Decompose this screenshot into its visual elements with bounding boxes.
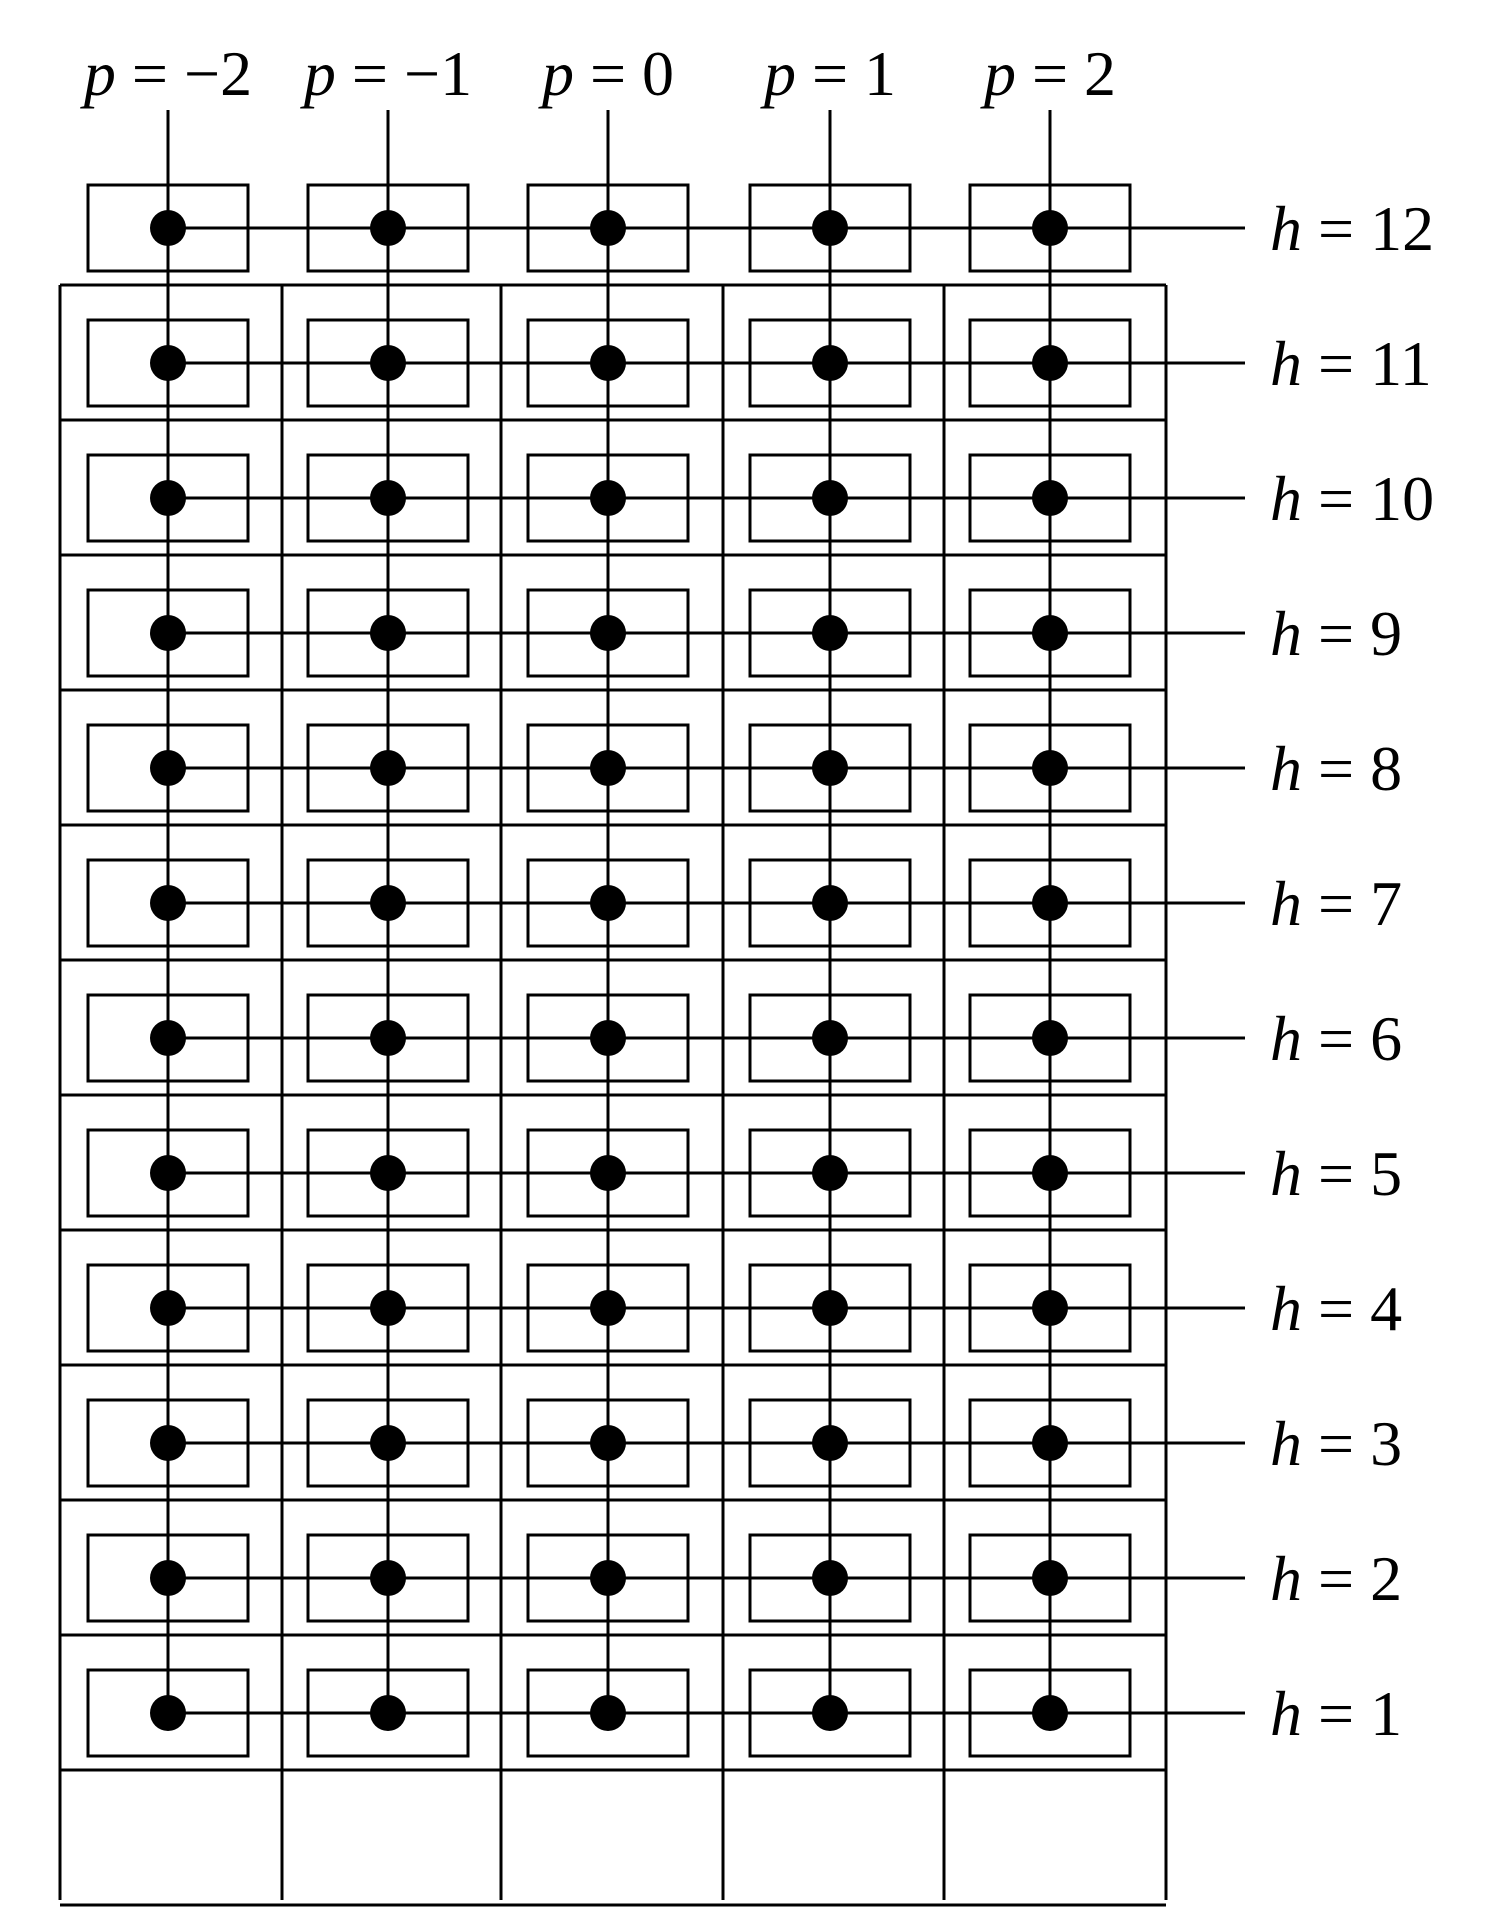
row-label-value: = 4 [1302,1273,1403,1344]
node-dot [370,885,406,921]
node-dot [1032,480,1068,516]
column-label-layer [80,38,1116,109]
row-label-value: = 6 [1302,1003,1403,1074]
node-dot [1032,1425,1068,1461]
row-label-var: h [1270,1408,1302,1479]
node-dot [150,1290,186,1326]
row-label-value: = 8 [1302,733,1403,804]
node-dot [1032,1020,1068,1056]
node-dot [370,1695,406,1731]
node-dot [150,885,186,921]
node-dot [812,210,848,246]
row-label-value: = 12 [1302,193,1435,264]
node-dot [150,1695,186,1731]
row-label [1270,328,1432,399]
row-label [1270,1273,1402,1344]
node-dot [812,1695,848,1731]
row-label-var: h [1270,463,1302,534]
node-dot [590,480,626,516]
row-label-value: = 3 [1302,1408,1403,1479]
node-dot [812,1020,848,1056]
row-label-var: h [1270,868,1302,939]
node-dot [370,1020,406,1056]
column-label-value: = 2 [1015,38,1117,109]
node-dot [812,345,848,381]
node-dot [370,1560,406,1596]
column-label [538,38,674,109]
column-label-value: = −2 [115,38,253,109]
row-label-value: = 11 [1302,328,1432,399]
row-label-value: = 2 [1302,1543,1403,1614]
row-label [1270,463,1434,534]
column-label [300,38,472,109]
node-dot [1032,345,1068,381]
column-label [760,38,896,109]
node-dot [590,210,626,246]
column-label-var: p [541,38,574,109]
column-label [980,38,1116,109]
node-dot [370,210,406,246]
node-dot [1032,615,1068,651]
node-dot [1032,1560,1068,1596]
node-dot [1032,1695,1068,1731]
node-dot [812,1425,848,1461]
column-label-var: p [983,38,1016,109]
node-dot [812,750,848,786]
node-dot [590,1020,626,1056]
node-dot [590,1560,626,1596]
column-label-var: p [303,38,336,109]
row-label-value: = 7 [1302,868,1403,939]
node-dot [150,750,186,786]
node-dot [812,615,848,651]
row-label [1270,598,1402,669]
row-label-var: h [1270,1138,1302,1209]
node-dot [370,750,406,786]
node-dot [150,480,186,516]
row-label-var: h [1270,328,1302,399]
node-dot [590,1155,626,1191]
node-dot [590,885,626,921]
row-label-var: h [1270,1273,1302,1344]
row-label [1270,1408,1402,1479]
row-label-value: = 1 [1302,1678,1403,1749]
row-label-var: h [1270,598,1302,669]
node-dot [590,615,626,651]
row-label-var: h [1270,1678,1302,1749]
node-dot [1032,885,1068,921]
node-dot [812,1155,848,1191]
node-dot [150,615,186,651]
node-dot [150,1020,186,1056]
node-dot [590,1425,626,1461]
column-label-value: = −1 [335,38,473,109]
node-dot [370,1155,406,1191]
node-dot [370,345,406,381]
row-label-var: h [1270,193,1302,264]
row-label [1270,1003,1402,1074]
node-dot [1032,1290,1068,1326]
node-dot [590,1290,626,1326]
node-dot [150,1155,186,1191]
node-dot [812,1560,848,1596]
node-dot [812,1290,848,1326]
row-label-value: = 9 [1302,598,1403,669]
row-label [1270,193,1434,264]
row-label [1270,733,1402,804]
column-label-var: p [763,38,796,109]
row-label [1270,868,1402,939]
node-dot [812,885,848,921]
row-label-var: h [1270,1543,1302,1614]
row-label-value: = 10 [1302,463,1435,534]
column-label-value: = 1 [795,38,897,109]
column-label [80,38,252,109]
node-dot [370,1290,406,1326]
node-dot [1032,210,1068,246]
node-dot [150,1425,186,1461]
node-dot [1032,750,1068,786]
row-label-var: h [1270,1003,1302,1074]
row-label-layer [1270,193,1434,1749]
node-dot [150,345,186,381]
row-label-value: = 5 [1302,1138,1403,1209]
node-dot [590,750,626,786]
node-dot [590,1695,626,1731]
node-dot [590,345,626,381]
row-label [1270,1543,1402,1614]
node-dot [150,1560,186,1596]
node-dot [1032,1155,1068,1191]
node-dot [370,1425,406,1461]
row-label [1270,1138,1402,1209]
node-dot [370,480,406,516]
node-dot [150,210,186,246]
column-label-var: p [83,38,116,109]
node-dot [812,480,848,516]
node-dot [370,615,406,651]
column-label-value: = 0 [573,38,675,109]
row-label-var: h [1270,733,1302,804]
row-label [1270,1678,1402,1749]
